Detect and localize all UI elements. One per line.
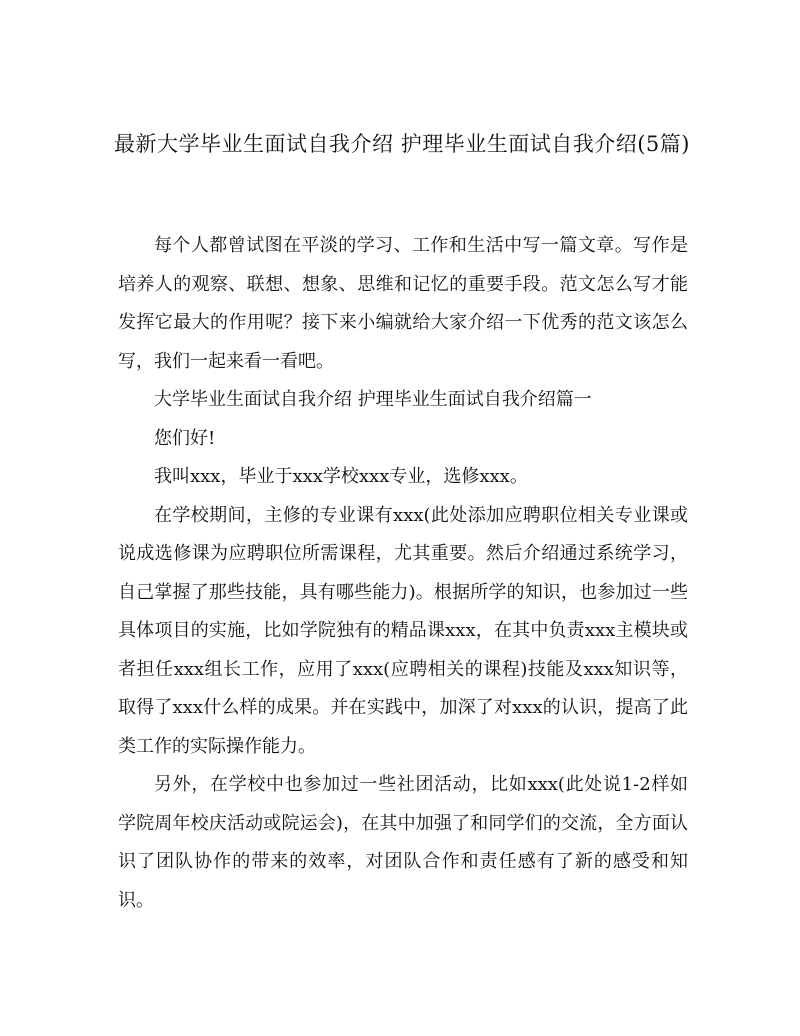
intro-paragraph: 每个人都曾试图在平淡的学习、工作和生活中写一篇文章。写作是培养人的观察、联想、想象、思维和记忆的重要手段。范文怎么写才能发挥它最大的作用呢？接下来小编就给大家介绍一下优秀的范文该怎么写，我们一起来看一看吧。 [118, 235, 688, 372]
document-body [118, 227, 688, 920]
study-paragraph: 在学校期间，主修的专业课有xxx(此处添加应聘职位相关专业课或说成选修课为应聘职位所需课程，尤其重要。然后介绍通过系统学习，自己掌握了那些技能，具有哪些能力)。根据所学的知识，也参加过一些具体项目的实施，比如学院独有的精品课xxx，在其中负责xxx主模块或者担任xxx组长工作，应用了xxx(应聘相关的课程)技能及xxx知识等，取得了xxx什么样的成果。并在实践中，加深了对xxx的认识，提高了此类工作的实际操作能力。 [118, 504, 688, 757]
greeting-paragraph: 您们好! [154, 427, 216, 449]
document-title: 最新大学毕业生面试自我介绍 护理毕业生面试自我介绍(5篇) [114, 132, 690, 156]
section-heading: 大学毕业生面试自我介绍 护理毕业生面试自我介绍篇一 [154, 389, 592, 410]
activities-paragraph: 另外，在学校中也参加过一些社团活动，比如xxx(此处说1-2样如学院周年校庆活动或院运会)，在其中加强了和同学们的交流，全方面认识了团队协作的带来的效率，对团队合作和责任感有了新的感受和知识。 [118, 774, 688, 911]
name-paragraph: 我叫xxx，毕业于xxx学校xxx专业，选修xxx。 [154, 466, 528, 487]
